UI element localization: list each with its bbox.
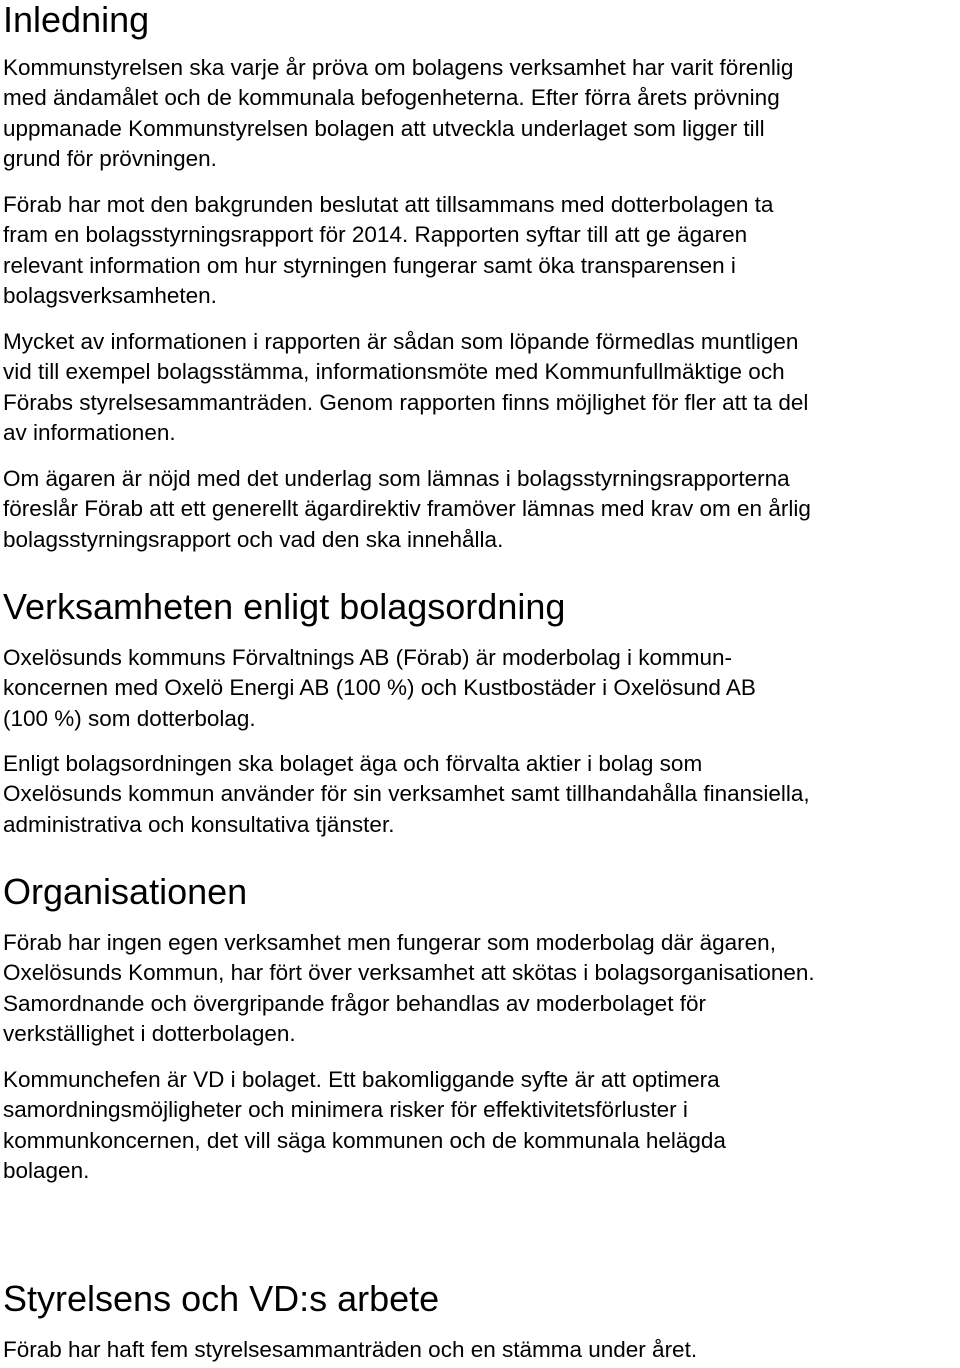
text-line: Kommunstyrelsen ska varje år pröva om bolagens verksamhet har varit förenlig <box>3 55 794 80</box>
paragraph-inledning-4 <box>3 464 811 555</box>
text-line: Oxelösunds kommuns Förvaltnings AB (Förab) är moderbolag i kommun- <box>3 645 733 670</box>
text-line: samordningsmöjligheter och minimera risker för effektivitetsförluster i <box>3 1097 688 1123</box>
text-line: Förab har haft fem styrelsesammanträden och en stämma under året. <box>3 1337 698 1362</box>
paragraph-organisationen-2 <box>3 1065 726 1187</box>
heading-organisationen: Organisationen <box>3 871 248 912</box>
text-line: Förabs styrelsesammanträden. Genom rapporten finns möjlighet för fler att ta del <box>3 389 809 415</box>
text-line: Mycket av informationen i rapporten är sådan som löpande förmedlas muntligen <box>3 329 799 354</box>
paragraph-inledning-1 <box>3 53 793 175</box>
heading-styrelsens-arbete: Styrelsens och VD:s arbete <box>3 1278 440 1319</box>
heading-verksamheten: Verksamheten enligt bolagsordning <box>3 586 566 627</box>
paragraph-inledning-2 <box>3 190 773 312</box>
paragraph-inledning-3 <box>3 327 808 449</box>
text-line: med ändamålet och de kommunala befogenheterna. Efter förra årets prövning <box>3 85 780 111</box>
heading-inledning: Inledning <box>3 0 150 40</box>
text-line: Om ägaren är nöjd med det underlag som lämnas i bolagsstyrningsrapporterna <box>3 466 790 491</box>
text-line: koncernen med Oxelö Energi AB (100 %) och Kustbostäder i Oxelösund AB <box>3 675 756 701</box>
text-line: administrativa och konsultativa tjänster. <box>3 811 395 837</box>
text-line: Samordnande och övergripande frågor behandlas av moderbolaget för <box>3 990 706 1016</box>
text-line: grund för prövningen. <box>3 146 217 172</box>
paragraph-verksamheten-2 <box>3 749 810 840</box>
text-line: kommunkoncernen, det vill säga kommunen och de kommunala helägda <box>3 1127 726 1153</box>
text-line: bolagsstyrningsrapport och vad den ska innehålla. <box>3 526 504 552</box>
text-line: Oxelösunds kommun använder för sin verksamhet samt tillhandahålla finansiella, <box>3 781 810 807</box>
text-line: Kommunchefen är VD i bolaget. Ett bakomliggande syfte är att optimera <box>3 1067 720 1092</box>
text-line: fram en bolagsstyrningsrapport för 2014. Rapporten syftar till att ge ägaren <box>3 222 748 248</box>
text-line: bolagsverksamheten. <box>3 283 217 309</box>
text-line: relevant information om hur styrningen fungerar samt öka transparensen i <box>3 252 736 278</box>
text-line: bolagen. <box>3 1158 90 1184</box>
text-line: Förab har ingen egen verksamhet men fungerar som moderbolag där ägaren, <box>3 930 776 955</box>
text-line: Oxelösunds Kommun, har fört över verksamhet att skötas i bolagsorganisationen. <box>3 960 815 986</box>
text-line: Förab har mot den bakgrunden beslutat att tillsammans med dotterbolagen ta <box>3 192 774 217</box>
paragraph-styrelsens-arbete-1 <box>3 1335 697 1365</box>
text-line: av informationen. <box>3 420 176 446</box>
text-line: verkställighet i dotterbolagen. <box>3 1021 296 1047</box>
text-line: föreslår Förab att ett generellt ägardirektiv framöver lämnas med krav om en årlig <box>3 496 811 522</box>
paragraph-organisationen-1 <box>3 928 815 1050</box>
text-line: vid till exempel bolagsstämma, informationsmöte med Kommunfullmäktige och <box>3 359 785 385</box>
text-line: Enligt bolagsordningen ska bolaget äga och förvalta aktier i bolag som <box>3 751 703 776</box>
paragraph-verksamheten-1 <box>3 643 756 734</box>
text-line: (100 %) som dotterbolag. <box>3 705 256 731</box>
text-line: uppmanade Kommunstyrelsen bolagen att utveckla underlaget som ligger till <box>3 115 765 141</box>
